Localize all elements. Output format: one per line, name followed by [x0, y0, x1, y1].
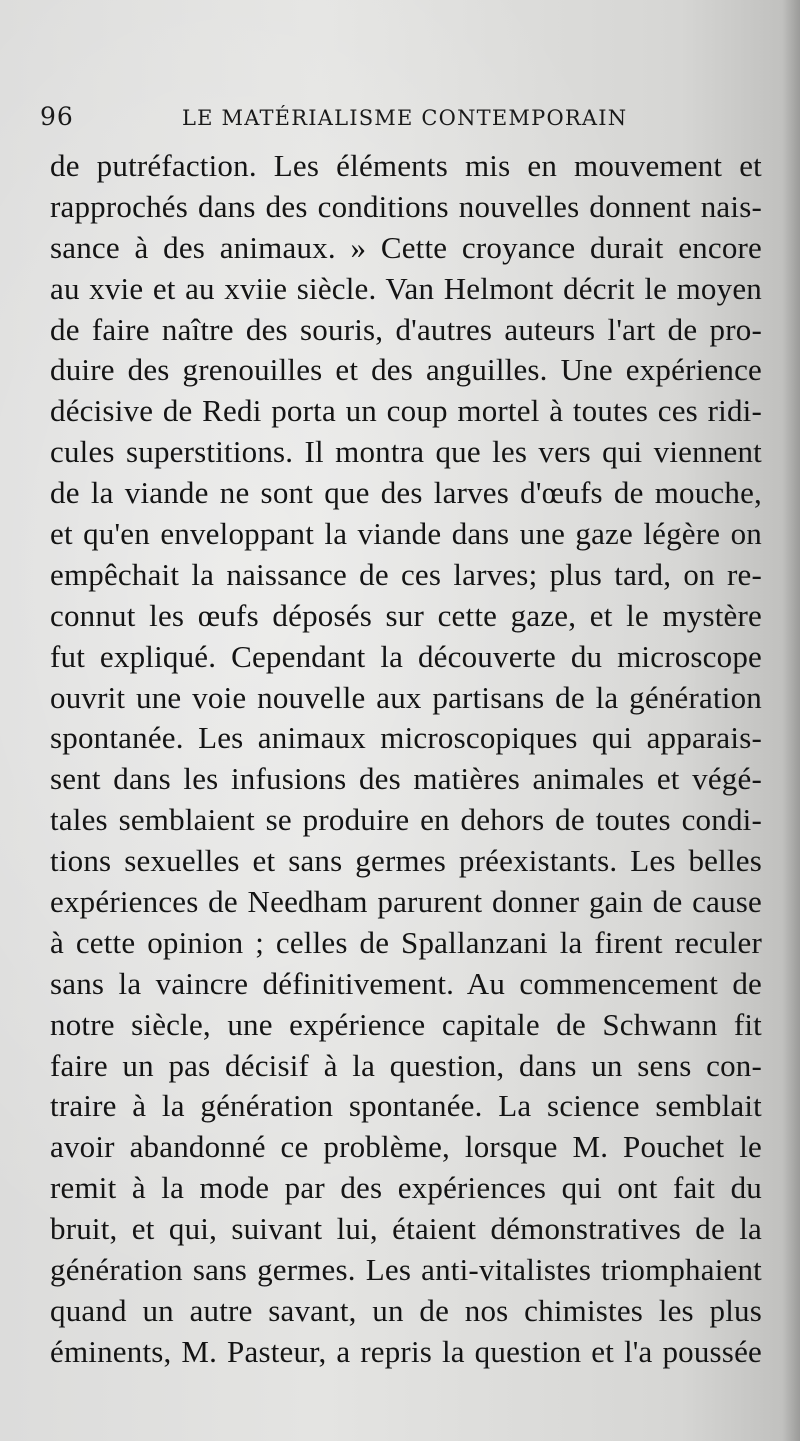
text-line: cules superstitions. Il montra que les vers qui viennent	[50, 434, 762, 470]
text-line: de la viande ne sont que des larves d'œufs de mouche,	[50, 475, 762, 511]
text-line: spontanée. Les animaux microscopiques qui apparais-	[50, 720, 762, 756]
page-header	[40, 100, 760, 140]
text-line: au xvie et au xviie siècle. Van Helmont décrit le moyen	[50, 270, 762, 306]
text-line: à cette opinion ; celles de Spallanzani la firent reculer	[50, 924, 762, 960]
text-line: de putréfaction. Les éléments mis en mouvement et	[50, 148, 762, 183]
text-line: notre siècle, une expérience capitale de Schwann fit	[50, 1006, 762, 1042]
text-line: duire des grenouilles et des anguilles. Une expérience	[50, 352, 762, 388]
text-line: de faire naître des souris, d'autres auteurs l'art de pro-	[50, 311, 762, 347]
text-line: empêchait la naissance de ces larves; plus tard, on re-	[50, 556, 762, 592]
text-line: et qu'en enveloppant la viande dans une gaze légère on	[50, 516, 762, 552]
text-line: remit à la mode par des expériences qui ont fait du	[50, 1170, 762, 1206]
text-line: traire à la génération spontanée. La science semblait	[50, 1088, 762, 1124]
text-line: connut les œufs déposés sur cette gaze, et le mystère	[50, 597, 762, 633]
running-title: LE MATÉRIALISME CONTEMPORAIN	[182, 106, 628, 130]
body-text	[50, 146, 762, 1373]
text-line: éminents, M. Pasteur, a repris la question et l'a poussée	[50, 1333, 762, 1369]
text-line: ouvrit une voie nouvelle aux partisans de la génération	[50, 679, 762, 715]
text-line: décisive de Redi porta un coup mortel à toutes ces ridi-	[50, 393, 762, 429]
text-line: rapprochés dans des conditions nouvelles donnent nais-	[50, 188, 762, 224]
page-number: 96	[40, 102, 74, 131]
text-line: expériences de Needham parurent donner gain de cause	[50, 884, 762, 920]
text-line: génération sans germes. Les anti-vitalistes triomphaient	[50, 1252, 762, 1288]
text-line: tales semblaient se produire en dehors de toutes condi-	[50, 802, 762, 838]
text-line: sans la vaincre définitivement. Au commencement de	[50, 965, 762, 1001]
text-line: bruit, et qui, suivant lui, étaient démonstratives de la	[50, 1211, 762, 1247]
text-line: sance à des animaux. » Cette croyance durait encore	[50, 229, 762, 265]
text-line: avoir abandonné ce problème, lorsque M. Pouchet le	[50, 1129, 762, 1165]
text-line: tions sexuelles et sans germes préexistants. Les belles	[50, 843, 762, 879]
text-line: quand un autre savant, un de nos chimistes les plus	[50, 1292, 762, 1328]
text-line: faire un pas décisif à la question, dans un sens con-	[50, 1047, 762, 1083]
text-line: sent dans les infusions des matières animales et végé-	[50, 761, 762, 797]
text-line: fut expliqué. Cependant la découverte du microscope	[50, 638, 762, 674]
